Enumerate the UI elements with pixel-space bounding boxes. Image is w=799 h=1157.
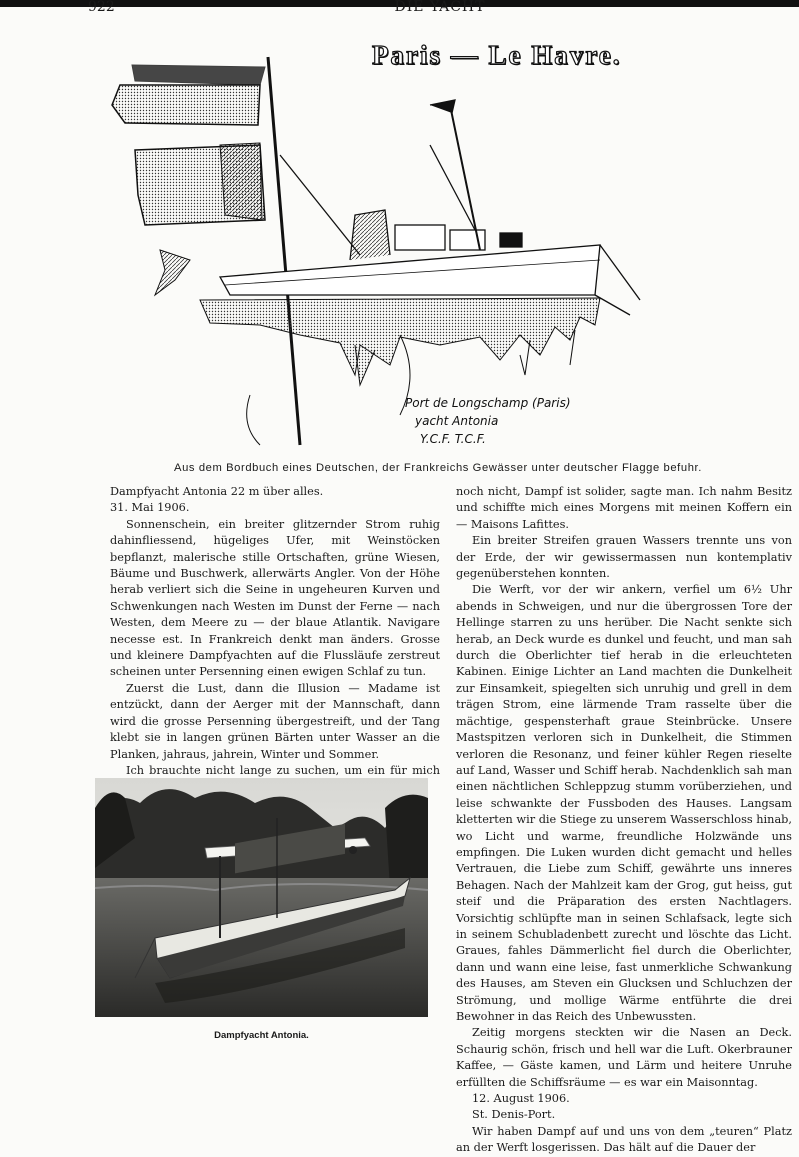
sketch-handwriting-line: Port de Longschamp (Paris)	[405, 396, 571, 410]
page-number: 922	[88, 0, 115, 15]
paragraph: Ein breiter Streifen grauen Wassers trennte uns von der Erde, der wir gewissermassen nun kontemplativ gegenüberstehen konnten.	[456, 534, 792, 581]
flag-sketch	[112, 65, 265, 295]
paragraph: Wir haben Dampf auf und uns von dem „teuren“ Platz an der Werft losgerissen. Das hält auf die Dauer der	[456, 1124, 792, 1155]
paragraph: Zuerst die Lust, dann die Illusion — Madame ist entzückt, dann der Aerger mit der Mannschaft, dann wird die grosse Persenning übergestreift, und der Tang klebt sie in langen grünen Bärten unter Wasser an die Planken, jahraus, jahrein, Winter und Sommer.	[110, 681, 440, 761]
paragraph: Ich brauchte nicht lange zu suchen, um ein für mich	[126, 763, 440, 777]
article-title: Paris — Le Havre.	[372, 40, 622, 70]
right-column	[456, 484, 792, 1155]
flagstaff-sketch	[268, 57, 300, 445]
paragraph: noch nicht, Dampf ist solider, sagte man. Ich nahm Besitz und schiffte mich eines Morgens mit meinen Koffern ein — Maisons Lafittes.	[456, 485, 792, 531]
paragraph: Die Werft, vor der wir ankern, verfiel um 6½ Uhr abends in Schweigen, und nur die übergrossen Tore der Hellinge starren zu uns herüber. Die Nacht senkte sich herab, an Deck wurde es dunkel und feucht, und man sah durch die Oberlichter tief herab in die erleuchteten Kabinen. Einige Lichter an Land machten die Dunkelheit zur Einsamkeit, spiegelten sich unruhig und grell in dem trägen Strom, eine lärmende Tram rasselte über die mächtige, gespensterhaft graue Steinbrücke. Unsere Mastspitzen verloren sich in Dunkelheit, die Stimmen verloren die Resonanz, und feiner kühler Regen rieselte auf Land, Wasser und Schiff herab. Nachdenklich sah man einen nächtlichen Schleppzug stumm vorüberziehen, und leise schwankte der Fussboden des Hauses. Langsam kletterten wir die Stiege zu unserem Wasserschloss hinab, wo Licht und warme, freundliche Holzwände uns empfingen. Die Luken wurden dicht gemacht und helles Vertrauen, die Liebe zum Schiff, gewährte uns inneres Behagen. Nach der Mahlzeit kam der Grog, gut heiss, gut steif und die Präparation des ersten Nachtlagers. Vorsichtig schlüpfte man in seinen Schlafsack, legte sich in seinem Schubladenbett zurecht und löschte das Licht. Graues, fahles Dämmerlicht fiel durch die Oberlichter, dann und wann eine leise, fast unmerkliche Schwankung des Hauses, am Steven ein Glucksen und Schluchzen der Strömung, und mollige Wärme entführte die drei Bewohner in das Reich des Unbewussten.	[456, 583, 792, 1023]
sketch-handwriting-line: yacht Antonia	[415, 414, 499, 428]
paragraph: Sonnenschein, ein breiter glitzernder Strom ruhig dahinfliessend, hügeliges Ufer, mit Weinstöcken bepflanzt, malerische stille Ortschaften, grüne Wiesen, Bäume und Buschwerk, allerwärts Angler. Von der Höhe herab verliert sich die Seine in ungeheuren Kurven und Schwenkungen nach Westen im Dunst der Ferne — nach Westen, dem Meere zu — der blaue Atlantik. Navigare necesse est. In Frankreich denkt man änders. Grosse und kleinere Dampfyachten auf die Flussläufe zerstreut scheinen unter Persenning einen ewigen Schlaf zu tun.	[110, 517, 440, 679]
log-date: 31. Mai 1906.	[110, 501, 190, 515]
running-head: DIE YACHT	[394, 0, 486, 15]
photo-caption: Dampfyacht Antonia.	[214, 1030, 309, 1041]
left-column	[110, 484, 440, 796]
yacht-sketch-illustration	[100, 55, 660, 450]
yacht-photograph	[95, 778, 428, 1017]
log-location: St. Denis-Port.	[472, 1108, 556, 1122]
paragraph: Zeitig morgens steckten wir die Nasen an Deck. Schaurig schön, frisch und hell war die Luft. Okerbrauner Kaffee, — Gäste kamen, und Lärm und heitere Unruhe erfüllten die Schiffsräume — es war ein Maisonntag.	[456, 1026, 792, 1089]
log-date: 12. August 1906.	[472, 1092, 570, 1106]
sketch-handwriting-line: Y.C.F. T.C.F.	[420, 432, 486, 446]
vessel-heading: Dampfyacht Antonia 22 m über alles.	[110, 485, 324, 498]
sketch-caption: Aus dem Bordbuch eines Deutschen, der Frankreichs Gewässer unter deutscher Flagge befuhr.	[174, 462, 702, 474]
water-reflection-sketch	[200, 298, 600, 385]
yacht-sketch	[220, 100, 640, 315]
